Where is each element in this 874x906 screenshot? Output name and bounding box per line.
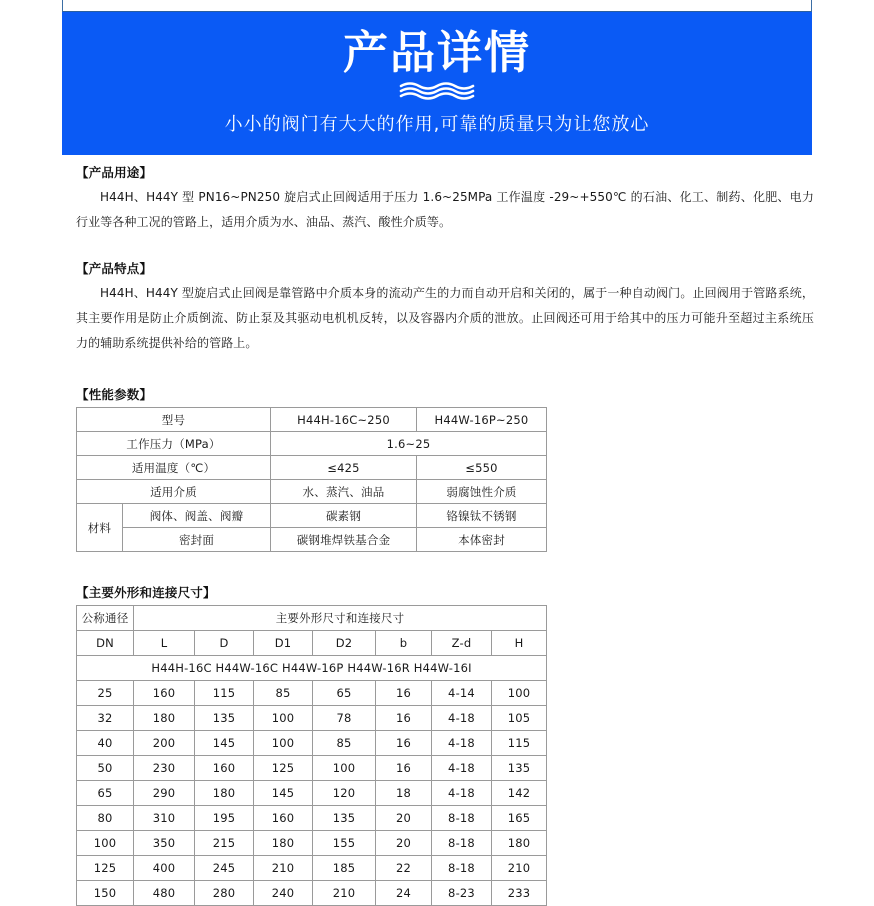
dims-cell-b: 16 [376,681,432,706]
dims-cell-d1: 125 [254,756,313,781]
dims-cell-d: 180 [195,781,254,806]
perf-value-body-1: 碳素钢 [271,504,417,528]
table-row [77,781,547,806]
dims-cell-z-d: 4-18 [432,731,492,756]
dims-cell-z-d: 8-23 [432,881,492,906]
dims-cell-dn: 65 [77,781,134,806]
dims-col-header-d2: D2 [313,631,376,656]
table-row [77,408,547,432]
dims-col-header-dn: DN [77,631,134,656]
perf-value-pressure: 1.6~25 [271,432,547,456]
dims-cell-d1: 100 [254,706,313,731]
perf-label-pressure: 工作压力（MPa） [77,432,271,456]
perf-value-temperature-1: ≤425 [271,456,417,480]
dims-cell-d2: 78 [313,706,376,731]
dims-cell-d1: 180 [254,831,313,856]
perf-value-model-1: H44H-16C~250 [271,408,417,432]
perf-value-medium-1: 水、蒸汽、油品 [271,480,417,504]
table-row [77,856,547,881]
table-row [77,706,547,731]
dims-cell-b: 22 [376,856,432,881]
dims-cell-l: 200 [134,731,195,756]
section-heading-dimensions: 【主要外形和连接尺寸】 [76,585,216,600]
dims-cell-d: 145 [195,731,254,756]
section-dimensions [0,552,874,906]
dims-col-header-h: H [492,631,547,656]
dims-cell-h: 100 [492,681,547,706]
dims-cell-dn: 40 [77,731,134,756]
dims-cell-h: 210 [492,856,547,881]
dims-cell-l: 290 [134,781,195,806]
dims-col-header-l: L [134,631,195,656]
dims-col-header-z-d: Z-d [432,631,492,656]
section-heading-usage: 【产品用途】 [76,165,153,180]
dims-cell-d2: 85 [313,731,376,756]
dims-col-header-b: b [376,631,432,656]
table-row [77,881,547,906]
perf-label-temperature: 适用温度（℃） [77,456,271,480]
dims-cell-d2: 185 [313,856,376,881]
dims-cell-d1: 160 [254,806,313,831]
dims-cell-z-d: 4-18 [432,781,492,806]
section-heading-performance: 【性能参数】 [76,387,153,402]
dims-cell-h: 142 [492,781,547,806]
dims-cell-h: 135 [492,756,547,781]
perf-value-seal-2: 本体密封 [417,528,547,552]
dims-cell-d1: 100 [254,731,313,756]
dims-cell-d1: 145 [254,781,313,806]
dims-cell-z-d: 8-18 [432,806,492,831]
dims-cell-l: 160 [134,681,195,706]
dims-cell-b: 20 [376,806,432,831]
dims-cell-b: 20 [376,831,432,856]
table-row [77,432,547,456]
dims-cell-d2: 100 [313,756,376,781]
dims-cell-d2: 65 [313,681,376,706]
dims-cell-dn: 32 [77,706,134,731]
perf-value-seal-1: 碳钢堆焊铁基合金 [271,528,417,552]
section-performance [0,356,874,552]
dims-group-header-left: 公称通径 [77,606,134,631]
page-content [0,155,874,906]
dims-cell-d2: 155 [313,831,376,856]
table-header-row [77,606,547,631]
dims-cell-d: 115 [195,681,254,706]
dims-standards: H44H-16C H44W-16C H44W-16P H44W-16R H44W-16I [77,656,547,681]
dims-cell-d1: 240 [254,881,313,906]
perf-label-material: 材料 [77,504,123,552]
dims-cell-d1: 85 [254,681,313,706]
dims-cell-dn: 100 [77,831,134,856]
perf-label-seal: 密封面 [123,528,271,552]
dims-cell-d2: 210 [313,881,376,906]
dims-cell-h: 105 [492,706,547,731]
dims-cell-d2: 120 [313,781,376,806]
dims-cell-d1: 210 [254,856,313,881]
dims-cell-b: 16 [376,706,432,731]
perf-label-medium: 适用介质 [77,480,271,504]
table-row [77,756,547,781]
dims-cell-d: 195 [195,806,254,831]
dims-cell-d: 160 [195,756,254,781]
dims-col-header-d1: D1 [254,631,313,656]
dims-cell-b: 16 [376,756,432,781]
dims-cell-dn: 50 [77,756,134,781]
dims-group-header-right: 主要外形尺寸和连接尺寸 [134,606,547,631]
table-column-header-row [77,631,547,656]
table-row [77,528,547,552]
dims-cell-d: 280 [195,881,254,906]
dims-cell-z-d: 4-18 [432,756,492,781]
dims-cell-h: 165 [492,806,547,831]
table-row [77,831,547,856]
banner-title: 产品详情 [342,26,531,79]
perf-value-medium-2: 弱腐蚀性介质 [417,480,547,504]
wave-divider-icon [399,82,475,100]
table-standards-row [77,656,547,681]
dims-cell-dn: 80 [77,806,134,831]
dims-cell-b: 18 [376,781,432,806]
section-heading-features: 【产品特点】 [76,261,153,276]
dimensions-table [76,605,547,906]
dims-cell-h: 115 [492,731,547,756]
dims-cell-l: 400 [134,856,195,881]
performance-parameters-table [76,407,547,552]
section-features [0,235,874,356]
perf-value-body-2: 铬镍钛不锈钢 [417,504,547,528]
dims-cell-z-d: 8-18 [432,856,492,881]
dims-cell-l: 180 [134,706,195,731]
table-row [77,480,547,504]
dims-cell-l: 310 [134,806,195,831]
dims-cell-l: 350 [134,831,195,856]
dims-cell-z-d: 8-18 [432,831,492,856]
dims-cell-d2: 135 [313,806,376,831]
table-row [77,681,547,706]
perf-value-model-2: H44W-16P~250 [417,408,547,432]
table-row [77,456,547,480]
banner-subtitle: 小小的阀门有大大的作用,可靠的质量只为让您放心 [224,114,650,136]
dims-cell-dn: 25 [77,681,134,706]
table-row [77,731,547,756]
dims-cell-z-d: 4-14 [432,681,492,706]
dims-cell-l: 480 [134,881,195,906]
section-body-usage: H44H、H44Y 型 PN16~PN250 旋启式止回阀适用于压力 1.6~25MPa 工作温度 -29~+550℃ 的石油、化工、制药、化肥、电力行业等各种工况的管路上，适用介质为水、油品、蒸汽、酸性介质等。 [76,190,814,229]
table-row [77,806,547,831]
perf-value-temperature-2: ≤550 [417,456,547,480]
dims-cell-z-d: 4-18 [432,706,492,731]
perf-label-body: 阀体、阀盖、阀瓣 [123,504,271,528]
dims-cell-d: 215 [195,831,254,856]
dims-cell-h: 180 [492,831,547,856]
dims-cell-b: 24 [376,881,432,906]
dims-cell-dn: 150 [77,881,134,906]
dims-cell-l: 230 [134,756,195,781]
product-detail-banner [62,12,812,155]
dims-cell-d: 135 [195,706,254,731]
dims-cell-dn: 125 [77,856,134,881]
section-body-features: H44H、H44Y 型旋启式止回阀是靠管路中介质本身的流动产生的力而自动开启和关闭的，属于一种自动阀门。止回阀用于管路系统，其主要作用是防止介质倒流、防止泵及其驱动电机机反转，以及容器内介质的泄放。止回阀还可用于给其中的压力可能升至超过主系统压力的辅助系统提供补给的管路上。 [76,286,814,350]
table-row [77,504,547,528]
dims-cell-b: 16 [376,731,432,756]
dims-col-header-d: D [195,631,254,656]
dims-cell-d: 245 [195,856,254,881]
perf-label-model: 型号 [77,408,271,432]
section-usage [0,155,874,235]
banner-top-strip [62,0,812,12]
dims-cell-h: 233 [492,881,547,906]
